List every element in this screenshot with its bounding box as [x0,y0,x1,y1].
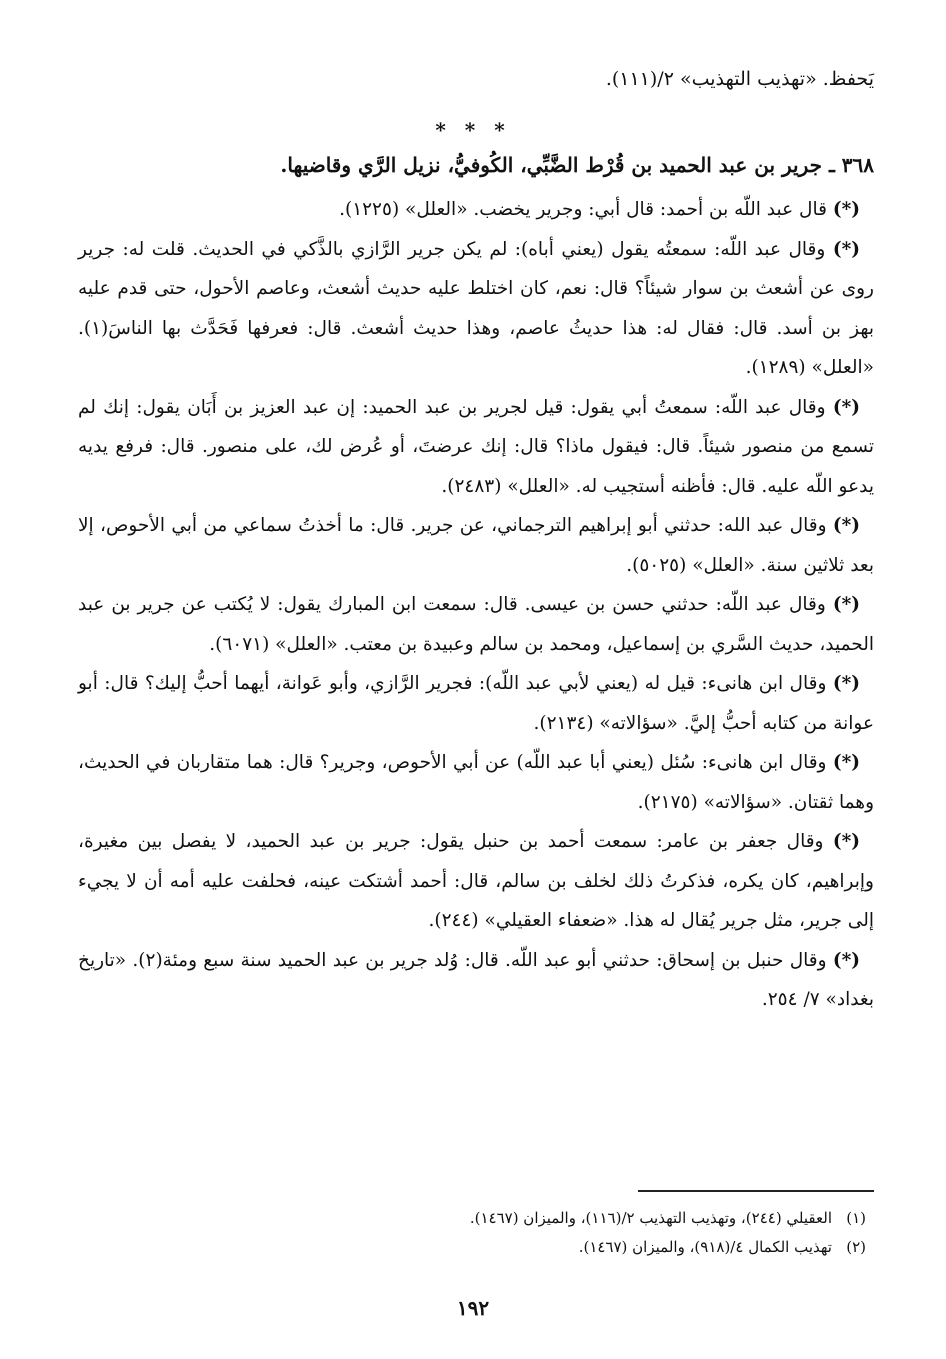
narration-paragraph [78,190,874,230]
footnote-text: العقيلي (٢٤٤)، وتهذيب التهذيب ٢/(١١٦)، والميزان (١٤٦٧). [469,1209,832,1227]
narration-text: وقال عبد الله: حدثني أبو إبراهيم الترجماني، عن جرير. قال: ما أخذتُ سماعي من أبي الأحوص، إلا بعد ثلاثين سنة. «العلل» (٥٠٢٥). [78,515,874,576]
footnote-number: (١) [846,1209,866,1227]
continuation-line: يَحفظ. «تهذيب التهذيب» ٢/(١١١). [605,68,874,90]
narration-marker: (*) [832,515,860,536]
section-separator: * * * [435,118,511,142]
narration-paragraph [78,585,874,664]
narration-paragraph [78,822,874,941]
narration-marker: (*) [832,673,860,694]
footnote-text: تهذيب الكمال ٤/(٩١٨)، والميزان (١٤٦٧). [578,1238,832,1256]
narration-marker: (*) [832,831,860,852]
narration-text: وقال ابن هانىء: سُئل (يعني أبا عبد اللّه) عن أبي الأحوص، وجرير؟ قال: هما متقاربان في الحديث، وهما ثقتان. «سؤالاته» (٢١٧٥). [78,752,874,813]
narration-marker: (*) [832,594,860,615]
narration-text: وقال عبد اللّه: سمعتُه يقول (يعني أباه): لم يكن جرير الرَّازي بالذَّكي في الحديث. قلت له: جرير روى عن أشعث بن سوار شيئاً؟ قال: نعم، كان اختلط عليه حديث أشعث، وعاصم الأحول، حتى قدم عليه بهز بن أسد. قال: فقال له: هذا حديثُ عاصم، وهذا حديث أشعث. قال: فعرفها فَحَدَّث بها الناسَ(١). «العلل» (١٢٨٩). [78,238,874,378]
narration-marker: (*) [832,238,860,260]
narration-paragraph [78,506,874,585]
narration-text: وقال ابن هانىء: قيل له (يعني لأبي عبد اللّه): فجرير الرَّازي، وأبو عَوانة، أيهما أحبُّ إليك؟ قال: أبو عوانة من كتابه أحبُّ إليَّ. «سؤالاته» (٢١٣٤). [78,673,874,734]
footnote-divider [638,1190,874,1192]
entry-body [78,190,874,1020]
narration-marker: (*) [832,396,860,418]
entry-heading: ٣٦٨ ـ جرير بن عبد الحميد بن قُرْط الضَّبِّي، الكُوفيُّ، نزيل الرَّي وقاضيها. [280,153,874,177]
footnote-number: (٢) [846,1238,866,1256]
narration-paragraph [78,743,874,822]
narration-paragraph [78,230,874,388]
page-number: ١٩٢ [456,1296,490,1320]
narration-paragraph [78,388,874,507]
narration-text: وقال حنبل بن إسحاق: حدثني أبو عبد اللّه. قال: وُلد جرير بن عبد الحميد سنة سبع ومئة(٢). «تاريخ بغداد» ٧/ ٢٥٤. [78,949,874,1010]
narration-marker: (*) [832,752,860,773]
narration-text: قال عبد اللّه بن أحمد: قال أبي: وجرير يخضب. «العلل» (١٢٢٥). [339,199,833,220]
narration-paragraph [78,664,874,743]
narration-text: وقال عبد اللّه: حدثني حسن بن عيسى. قال: سمعت ابن المبارك يقول: لا يُكتب عن جرير بن عبد الحميد، حديث السَّري بن إسماعيل، ومحمد بن سالم وعبيدة بن معتب. «العلل» (٦٠٧١). [78,594,874,655]
narration-paragraph [78,941,874,1020]
narration-text: وقال جعفر بن عامر: سمعت أحمد بن حنبل يقول: جرير بن عبد الحميد، لا يفصل بين مغيرة، وإبراهيم، كان يكره، فذكرتُ ذلك لخلف بن سالم، قال: أحمد أشتكت عينه، فحلفت عليه أمه أن لا يجيء إلى جرير، مثل جرير يُقال له هذا. «ضعفاء العقيلي» (٢٤٤). [78,831,874,931]
narration-marker: (*) [832,949,860,971]
footnote [78,1204,874,1233]
footnotes [78,1204,874,1262]
narration-marker: (*) [832,199,860,220]
footnote [78,1233,874,1262]
narration-text: وقال عبد اللّه: سمعتُ أبي يقول: قيل لجرير بن عبد الحميد: إن عبد العزيز بن أَبَان يقول: إنك لم تسمع من منصور شيئاً. قال: فيقول ماذا؟ قال: إنك عرضتَ، أو عُرض لك، على منصور. قال: فرفع يديه يدعو اللّه عليه. قال: فأظنه أستجيب له. «العلل» (٢٤٨٣). [78,396,874,497]
